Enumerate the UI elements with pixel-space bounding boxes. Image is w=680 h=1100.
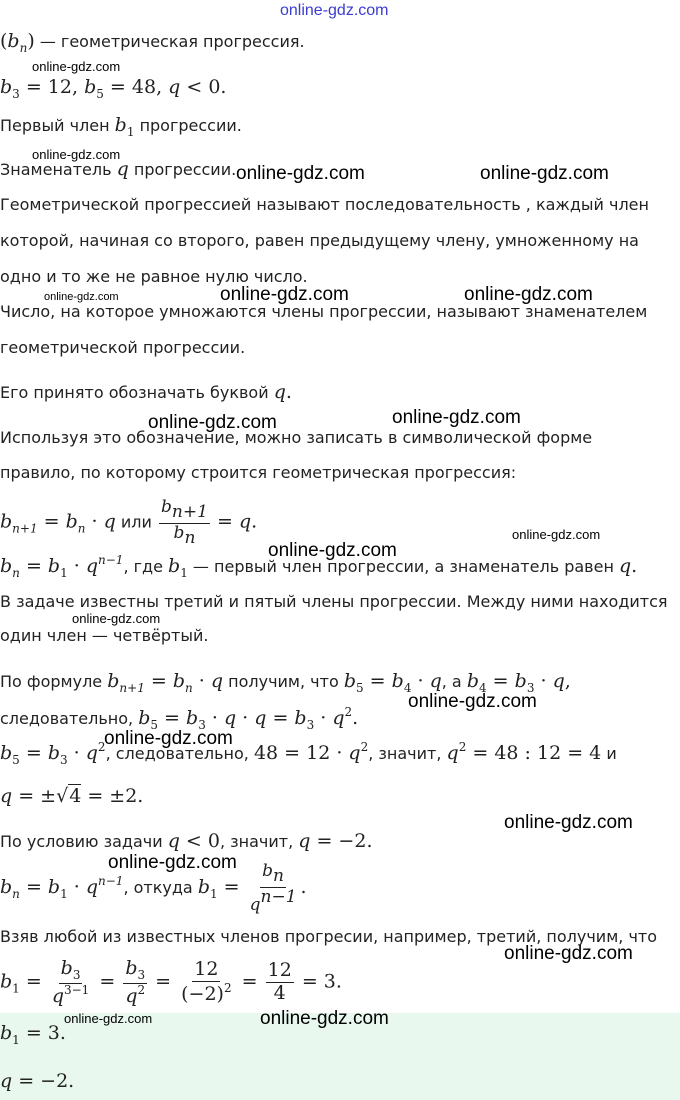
watermark: online-gdz.com — [32, 147, 121, 162]
watermark: online-gdz.com — [512, 527, 601, 542]
line-sequence-def: $(b_n)$ — геометрическая прогрессия. — [0, 30, 305, 55]
fraction: $\frac{bn+1}{bn}$ — [161, 497, 208, 548]
watermark: online-gdz.com — [260, 1008, 389, 1029]
watermark: online-gdz.com — [392, 407, 521, 428]
line-computation: $b_1$ = $\frac{b_3}{q^{3-1}}$ = $\frac{b_3}{q^2}$ = $\frac{12}{(-2)^2}$ = $\frac{12}{4}$ = 3. — [0, 957, 342, 1007]
fraction: $\frac{12}{4}$ — [267, 959, 292, 1005]
watermark: online-gdz.com — [104, 728, 233, 749]
line-b1-formula: $b_n = b_1 \cdot q^{n-1}$, откуда $b_1$ = $\frac{bn}{qn-1}$ . — [0, 861, 307, 915]
text-line: одно и то же не равное нулю число. — [0, 267, 308, 286]
watermark: online-gdz.com — [108, 852, 237, 873]
text-line: Число, на которое умножаются члены прогрессии, называют знаменателем — [0, 302, 648, 321]
line-consequence: следовательно, $b_5 = b_3 \cdot q \cdot q = b_3 \cdot q^2$. — [0, 705, 359, 732]
line-q-values: q = ±√4 = ±2. — [0, 785, 144, 807]
text-line: Геометрической прогрессией называют последовательность , каждый член — [0, 195, 649, 214]
text-line: Используя это обозначение, можно записать в символической форме — [0, 428, 593, 447]
watermark: online-gdz.com — [64, 1011, 153, 1026]
text-line: один член — четвёртый. — [0, 626, 209, 645]
watermark: online-gdz.com — [32, 59, 121, 74]
line-notation: Его принято обозначать буквой q. — [0, 381, 292, 403]
watermark: online-gdz.com — [72, 611, 161, 626]
watermark: online-gdz.com — [280, 2, 389, 19]
fraction: $\frac{bn}{qn-1}$ — [249, 861, 297, 915]
fraction: $\frac{12}{(-2)^2}$ — [181, 958, 232, 1006]
text-line: Взяв любой из известных членов прогресии, например, третий, получим, что — [0, 927, 657, 946]
line-solve-q: $b_5 = b_3 \cdot q^2$, следовательно, $48 = 12 \cdot q^2$, значит, $q^2 = 48$ : 12 = 4 и — [0, 740, 617, 767]
fraction: $\frac{b_3}{q^{3-1}}$ — [51, 957, 90, 1007]
watermark: online-gdz.com — [504, 943, 633, 964]
line-given: $b_3 = 12$, $b_5 = 48$, q < 0. — [0, 76, 227, 101]
watermark: online-gdz.com — [268, 540, 397, 561]
fraction: $\frac{b_3}{q^2}$ — [125, 957, 146, 1007]
answer-q: q = −2. — [0, 1070, 75, 1092]
watermark: online-gdz.com — [148, 412, 277, 433]
watermark: online-gdz.com — [220, 284, 349, 305]
line-ratio: Знаменатель q прогрессии. — [0, 158, 237, 180]
text-line: В задаче известны третий и пятый члены прогрессии. Между ними находится — [0, 592, 668, 611]
watermark: online-gdz.com — [504, 812, 633, 833]
watermark: online-gdz.com — [464, 284, 593, 305]
text-line: правило, по которому строится геометрическая прогрессия: — [0, 463, 517, 482]
line-formula: По формуле $b_{n+1} = b_n \cdot q$ получим, что $b_5 = b_4 \cdot q$, а $b_4 = b_3 \cdot q$, — [0, 670, 571, 695]
watermark: online-gdz.com — [408, 691, 537, 712]
watermark: online-gdz.com — [236, 163, 365, 184]
text-line: которой, начиная со второго, равен предыдущему члену, умноженному на — [0, 231, 639, 250]
answer-b1: $b_1 = 3$. — [0, 1022, 66, 1047]
line-nth-term: $b_n = b_1 \cdot q^{n-1}$, где $b_1$ — первый член прогрессии, а знаменатель равен q. — [0, 553, 638, 580]
line-first-term: Первый член $b_1$ прогрессии. — [0, 114, 242, 139]
line-condition: По условию задачи q < 0, значит, q = −2. — [0, 830, 373, 852]
text-line: геометрической прогрессии. — [0, 338, 246, 357]
watermark: online-gdz.com — [44, 291, 119, 303]
line-recurrence: $b_{n+1} = b_n \cdot q$ или $\frac{bn+1}{bn}$ = q. — [0, 497, 258, 548]
watermark: online-gdz.com — [480, 163, 609, 184]
